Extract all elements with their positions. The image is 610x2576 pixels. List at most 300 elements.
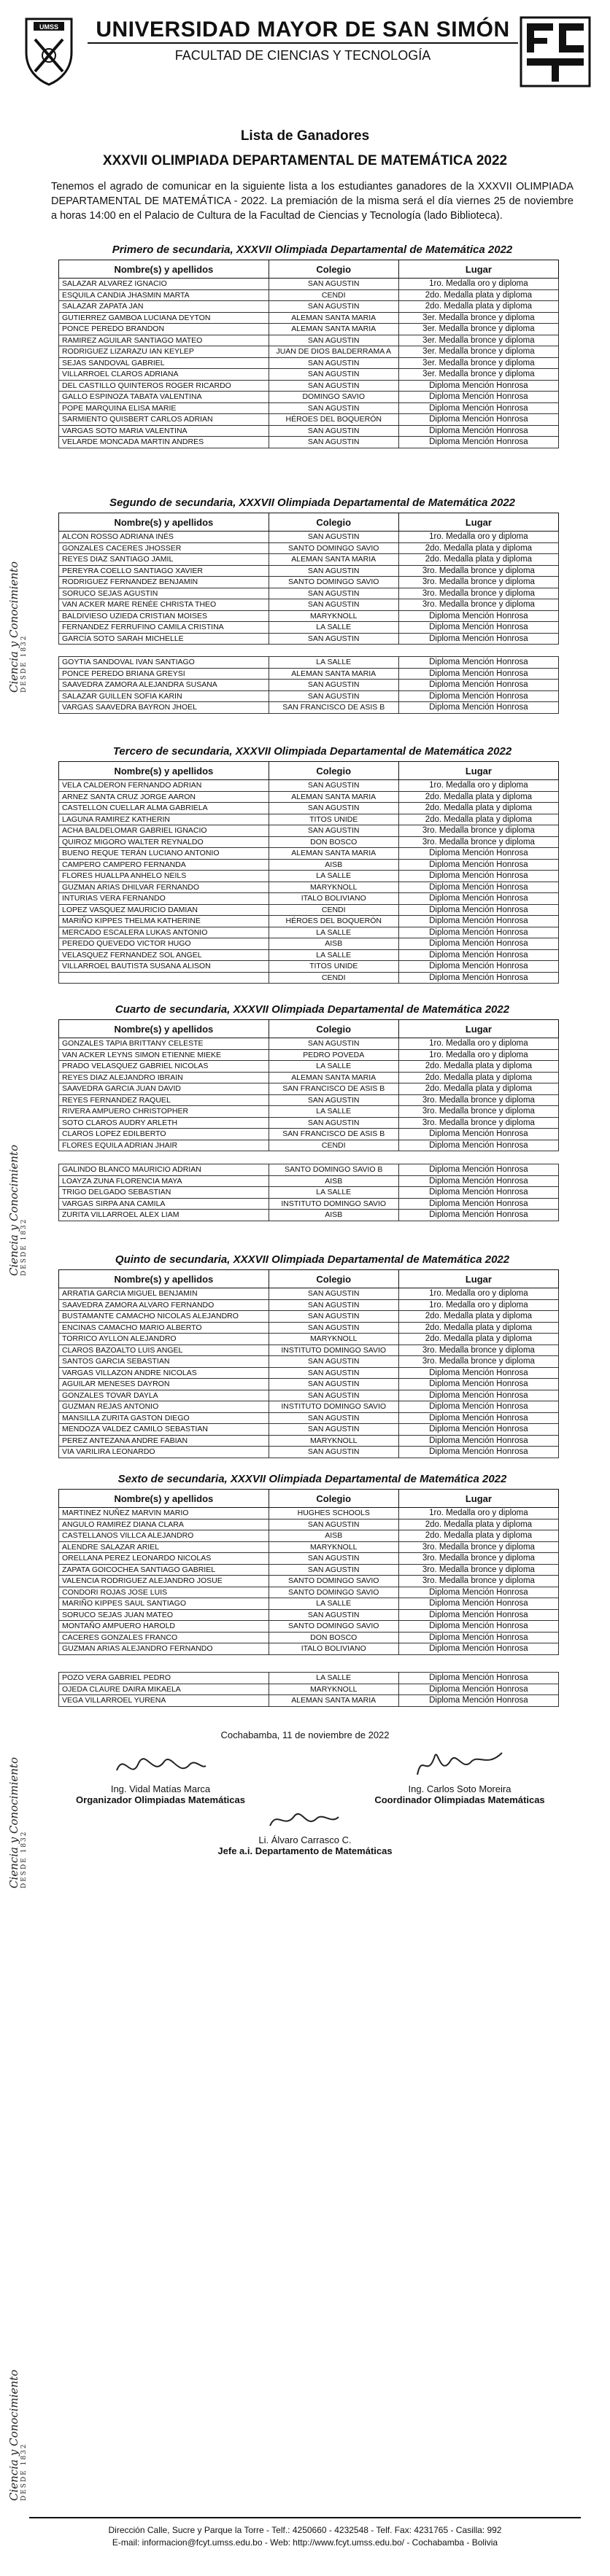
table-row	[59, 961, 559, 973]
place-cell: 2do. Medalla plata y diploma	[398, 542, 558, 554]
signature-block-2	[350, 1783, 569, 1805]
student-name-cell: VILLARROEL CLAROS ADRIANA	[59, 369, 269, 381]
school-cell: SAN AGUSTIN	[269, 1519, 398, 1530]
school-cell: HUGHES SCHOOLS	[269, 1508, 398, 1519]
table-row	[59, 588, 559, 599]
place-cell: Diploma Mención Honrosa	[398, 904, 558, 916]
place-cell: Diploma Mención Honrosa	[398, 1198, 558, 1210]
student-name-cell: CONDORI ROJAS JOSE LUIS	[59, 1587, 269, 1598]
place-cell: 3ro. Medalla bronce y diploma	[398, 1094, 558, 1106]
student-name-cell: VARGAS SOTO MARIA VALENTINA	[59, 425, 269, 437]
student-name-cell: SAAVEDRA GARCIA JUAN DAVID	[59, 1083, 269, 1095]
header-school: Colegio	[269, 260, 398, 279]
section-title-cuarto: Cuarto de secundaria, XXXVII Olimpiada Departamental de Matemática 2022	[115, 1003, 510, 1016]
school-cell: ALEMAN SANTA MARIA	[269, 668, 398, 680]
winners-table-primero	[58, 260, 559, 448]
student-name-cell: GUZMAN ARIAS ALEJANDRO FERNANDO	[59, 1643, 269, 1655]
student-name-cell: DEL CASTILLO QUINTEROS ROGER RICARDO	[59, 380, 269, 392]
table-row	[59, 848, 559, 860]
table-row	[59, 780, 559, 792]
student-name-cell: LOPEZ VASQUEZ MAURICIO DAMIAN	[59, 904, 269, 916]
school-cell: SAN AGUSTIN	[269, 680, 398, 691]
table-row	[59, 1322, 559, 1334]
school-cell: TITOS UNIDE	[269, 814, 398, 825]
school-cell: ALEMAN SANTA MARIA	[269, 1072, 398, 1083]
student-name-cell: LOAYZA ZUNA FLORENCIA MAYA	[59, 1175, 269, 1187]
school-cell: SAN AGUSTIN	[269, 565, 398, 577]
table-row	[59, 949, 559, 961]
student-name-cell: SARMIENTO QUISBERT CARLOS ADRIAN	[59, 414, 269, 426]
place-cell: 3er. Medalla bronce y diploma	[398, 369, 558, 381]
table-row	[59, 324, 559, 335]
place-cell: Diploma Mención Honrosa	[398, 893, 558, 905]
header-place: Lugar	[398, 1490, 558, 1508]
school-cell: MARYKNOLL	[269, 610, 398, 622]
student-name-cell: GUZMAN REJAS ANTONIO	[59, 1401, 269, 1413]
header-name: Nombre(s) y apellidos	[59, 1270, 269, 1288]
school-cell: SAN AGUSTIN	[269, 1356, 398, 1368]
student-name-cell: SAAVEDRA ZAMORA ALEJANDRA SUSANA	[59, 680, 269, 691]
school-cell: SAN AGUSTIN	[269, 357, 398, 369]
student-name-cell: VARGAS VILLAZON ANDRE NICOLAS	[59, 1367, 269, 1379]
table-row	[59, 542, 559, 554]
student-name-cell: VARGAS SAAVEDRA BAYRON JHOEL	[59, 702, 269, 714]
student-name-cell: CLAROS LOPEZ EDILBERTO	[59, 1129, 269, 1140]
place-cell: 3er. Medalla bronce y diploma	[398, 357, 558, 369]
table-row	[59, 927, 559, 938]
place-cell: 3ro. Medalla bronce y diploma	[398, 1106, 558, 1118]
school-cell: SANTO DOMINGO SAVIO	[269, 1621, 398, 1633]
student-name-cell: GOYTIA SANDOVAL IVAN SANTIAGO	[59, 657, 269, 669]
student-name-cell: BALDIVIESO UZIEDA CRISTIAN MOISES	[59, 610, 269, 622]
school-cell: SANTO DOMINGO SAVIO	[269, 1576, 398, 1587]
place-cell: Diploma Mención Honrosa	[398, 1424, 558, 1436]
table-row	[59, 622, 559, 634]
school-cell: SAN AGUSTIN	[269, 1038, 398, 1050]
table-row	[59, 610, 559, 622]
school-cell: SAN AGUSTIN	[269, 1379, 398, 1390]
student-name-cell: PEREYRA COELLO SANTIAGO XAVIER	[59, 565, 269, 577]
school-cell: LA SALLE	[269, 949, 398, 961]
student-name-cell: VALENCIA RODRIGUEZ ALEJANDRO JOSUE	[59, 1576, 269, 1587]
place-cell: Diploma Mención Honrosa	[398, 1587, 558, 1598]
place-cell: Diploma Mención Honrosa	[398, 882, 558, 893]
student-name-cell: RODRIGUEZ FERNANDEZ BENJAMIN	[59, 577, 269, 588]
city-date: Cochabamba, 11 de noviembre de 2022	[220, 1729, 390, 1740]
place-cell: Diploma Mención Honrosa	[398, 702, 558, 714]
student-name-cell: GALINDO BLANCO MAURICIO ADRIAN	[59, 1164, 269, 1176]
student-name-cell: SALAZAR GUILLEN SOFIA KARIN	[59, 690, 269, 702]
student-name-cell: OJEDA CLAURE DAIRA MIKAELA	[59, 1684, 269, 1695]
table-row	[59, 1609, 559, 1621]
header-place: Lugar	[398, 260, 558, 279]
student-name-cell: GARCÍA SOTO SARAH MICHELLE	[59, 633, 269, 645]
student-name-cell: SOTO CLAROS AUDRY ARLETH	[59, 1117, 269, 1129]
place-cell: Diploma Mención Honrosa	[398, 1632, 558, 1643]
student-name-cell: PEREDO QUEVEDO VICTOR HUGO	[59, 938, 269, 950]
place-cell: 3ro. Medalla bronce y diploma	[398, 588, 558, 599]
school-cell: CENDI	[269, 1140, 398, 1151]
logo-text: UMSS	[39, 23, 59, 31]
section-title-sexto: Sexto de secundaria, XXXVII Olimpiada Departamental de Matemática 2022	[117, 1473, 507, 1485]
student-name-cell: REYES FERNANDEZ RAQUEL	[59, 1094, 269, 1106]
table-row	[59, 289, 559, 301]
place-cell: 2do. Medalla plata y diploma	[398, 1519, 558, 1530]
student-name-cell: GUTIERREZ GAMBOA LUCIANA DEYTON	[59, 312, 269, 324]
student-name-cell: ORELLANA PEREZ LEONARDO NICOLAS	[59, 1553, 269, 1565]
place-cell: Diploma Mención Honrosa	[398, 425, 558, 437]
table-row	[59, 836, 559, 848]
student-name-cell: VEGA VILLARROEL YURENA	[59, 1695, 269, 1707]
school-cell: INSTITUTO DOMINGO SAVIO	[269, 1401, 398, 1413]
place-cell: Diploma Mención Honrosa	[398, 1695, 558, 1707]
student-name-cell: GALLO ESPINOZA TABATA VALENTINA	[59, 392, 269, 403]
student-name-cell: VARGAS SIRPA ANA CAMILA	[59, 1198, 269, 1210]
school-cell: SAN FRANCISCO DE ASIS B	[269, 1083, 398, 1095]
school-cell: SAN AGUSTIN	[269, 425, 398, 437]
student-name-cell: CACERES GONZALES FRANCO	[59, 1632, 269, 1643]
school-cell: SAN AGUSTIN	[269, 437, 398, 448]
student-name-cell: CASTELLANOS VILLCA ALEJANDRO	[59, 1530, 269, 1542]
place-cell: 3ro. Medalla bronce y diploma	[398, 577, 558, 588]
place-cell: 3ro. Medalla bronce y diploma	[398, 1117, 558, 1129]
place-cell: 1ro. Medalla oro y diploma	[398, 1288, 558, 1300]
header-divider	[88, 42, 518, 44]
place-cell: Diploma Mención Honrosa	[398, 690, 558, 702]
table-row	[59, 1435, 559, 1447]
school-cell: MARYKNOLL	[269, 1334, 398, 1345]
student-name-cell: TORRICO AYLLON ALEJANDRO	[59, 1334, 269, 1345]
student-name-cell: MENDOZA VALDEZ CAMILO SEBASTIAN	[59, 1424, 269, 1436]
intro-paragraph: Tenemos el agrado de comunicar en la siguiente lista a los estudiantes ganadores de la XXXVII OLIMPIADA DEPARTAMENTAL DE MATEMÁTICA - 2022. La premiación de la misma será el día viernes 25 de noviembre a horas 14:00 en el Palacio de Cultura de la Facultad de Ciencias y Tecnología (lado Biblioteca).	[51, 181, 574, 222]
signer-name: Ing. Carlos Soto Moreira	[408, 1783, 511, 1794]
olympiad-title: XXXVII OLIMPIADA DEPARTAMENTAL DE MATEMÁTICA 2022	[102, 153, 508, 168]
student-name-cell: VELARDE MONCADA MARTIN ANDRES	[59, 437, 269, 448]
student-name-cell: ARNEZ SANTA CRUZ JORGE AARON	[59, 791, 269, 803]
school-cell: CENDI	[269, 904, 398, 916]
table-row	[59, 1530, 559, 1542]
student-name-cell: GONZALES CACERES JHOSSER	[59, 542, 269, 554]
table-row	[59, 1094, 559, 1106]
table-row	[59, 1379, 559, 1390]
place-cell: Diploma Mención Honrosa	[398, 1447, 558, 1458]
place-cell: Diploma Mención Honrosa	[398, 1643, 558, 1655]
school-cell: LA SALLE	[269, 1061, 398, 1073]
school-cell: SAN AGUSTIN	[269, 599, 398, 611]
school-cell: ALEMAN SANTA MARIA	[269, 1695, 398, 1707]
table-row	[59, 938, 559, 950]
section-title-tercero: Tercero de secundaria, XXXVII Olimpiada Departamental de Matemática 2022	[112, 745, 512, 758]
school-cell: SAN AGUSTIN	[269, 1311, 398, 1323]
place-cell: 1ro. Medalla oro y diploma	[398, 532, 558, 543]
place-cell: Diploma Mención Honrosa	[398, 1684, 558, 1695]
student-name-cell: VILLARROEL BAUTISTA SUSANA ALISON	[59, 961, 269, 973]
school-cell: TITOS UNIDE	[269, 961, 398, 973]
table-row	[59, 346, 559, 358]
faculty-name: FACULTAD DE CIENCIAS Y TECNOLOGÍA	[174, 48, 431, 63]
student-name-cell: ANGULO RAMIREZ DIANA CLARA	[59, 1519, 269, 1530]
place-cell: Diploma Mención Honrosa	[398, 680, 558, 691]
student-name-cell: PONCE PEREDO BRANDON	[59, 324, 269, 335]
letterhead	[0, 0, 610, 109]
place-cell: Diploma Mención Honrosa	[398, 668, 558, 680]
table-row	[59, 1038, 559, 1050]
school-cell: MARYKNOLL	[269, 1541, 398, 1553]
table-row	[59, 668, 559, 680]
place-cell: Diploma Mención Honrosa	[398, 437, 558, 448]
side-motto: Ciencia y Conocimiento DESDE 1832	[7, 1757, 28, 1888]
signature-scribble-3	[263, 1805, 343, 1834]
school-cell: ALEMAN SANTA MARIA	[269, 791, 398, 803]
school-cell: SAN AGUSTIN	[269, 690, 398, 702]
side-motto: Ciencia y Conocimiento DESDE 1832	[7, 2370, 28, 2501]
side-motto: Ciencia y Conocimiento DESDE 1832	[7, 1145, 28, 1276]
school-cell: SAN FRANCISCO DE ASIS B	[269, 1129, 398, 1140]
place-cell: 3ro. Medalla bronce y diploma	[398, 1345, 558, 1356]
table-row	[59, 425, 559, 437]
table-row	[59, 301, 559, 313]
signer-name: Ing. Vidal Matías Marca	[110, 1783, 211, 1794]
place-cell: 2do. Medalla plata y diploma	[398, 791, 558, 803]
table-row	[59, 1508, 559, 1519]
header-school: Colegio	[269, 1270, 398, 1288]
school-cell: SANTO DOMINGO SAVIO	[269, 542, 398, 554]
school-cell: ITALO BOLIVIANO	[269, 1643, 398, 1655]
header-place: Lugar	[398, 513, 558, 532]
school-cell: SAN AGUSTIN	[269, 1609, 398, 1621]
school-cell: ALEMAN SANTA MARIA	[269, 324, 398, 335]
school-cell: SAN AGUSTIN	[269, 780, 398, 792]
place-cell: Diploma Mención Honrosa	[398, 1175, 558, 1187]
school-cell: SAN AGUSTIN	[269, 1424, 398, 1436]
place-cell: 3er. Medalla bronce y diploma	[398, 324, 558, 335]
place-cell: 3ro. Medalla bronce y diploma	[398, 1553, 558, 1565]
winners-table-quinto	[58, 1269, 559, 1458]
school-cell: SAN FRANCISCO DE ASIS B	[269, 702, 398, 714]
student-name-cell: CASTELLON CUELLAR ALMA GABRIELA	[59, 803, 269, 814]
student-name-cell: SAAVEDRA ZAMORA ALVARO FERNANDO	[59, 1299, 269, 1311]
table-row	[59, 1140, 559, 1151]
place-cell: Diploma Mención Honrosa	[398, 916, 558, 927]
school-cell: SAN AGUSTIN	[269, 1447, 398, 1458]
table-row	[59, 1049, 559, 1061]
place-cell: 3ro. Medalla bronce y diploma	[398, 1564, 558, 1576]
place-cell: Diploma Mención Honrosa	[398, 938, 558, 950]
place-cell: 2do. Medalla plata y diploma	[398, 803, 558, 814]
place-cell: 3er. Medalla bronce y diploma	[398, 312, 558, 324]
school-cell: ALEMAN SANTA MARIA	[269, 312, 398, 324]
school-cell: CENDI	[269, 289, 398, 301]
table-row	[59, 859, 559, 871]
place-cell: Diploma Mención Honrosa	[398, 633, 558, 645]
student-name-cell: AGUILAR MENESES DAYRON	[59, 1379, 269, 1390]
signature-scribble-2	[409, 1746, 511, 1785]
place-cell: Diploma Mención Honrosa	[398, 859, 558, 871]
place-cell: 3ro. Medalla bronce y diploma	[398, 836, 558, 848]
place-cell: 2do. Medalla plata y diploma	[398, 289, 558, 301]
student-name-cell: MONTAÑO AMPUERO HAROLD	[59, 1621, 269, 1633]
place-cell: Diploma Mención Honrosa	[398, 1379, 558, 1390]
student-name-cell: ALCON ROSSO ADRIANA INÉS	[59, 532, 269, 543]
footer-divider	[29, 2517, 581, 2518]
place-cell: 1ro. Medalla oro y diploma	[398, 1049, 558, 1061]
table-row	[59, 1684, 559, 1695]
student-name-cell: PONCE PEREDO BRIANA GREYSI	[59, 668, 269, 680]
signature-scribble-1	[109, 1748, 212, 1785]
place-cell: Diploma Mención Honrosa	[398, 1609, 558, 1621]
place-cell: 3ro. Medalla bronce y diploma	[398, 825, 558, 837]
student-name-cell: TRIGO DELGADO SEBASTIAN	[59, 1187, 269, 1199]
student-name-cell: REYES DIAZ SANTIAGO JAMIL	[59, 554, 269, 566]
table-row	[59, 1299, 559, 1311]
school-cell: SAN AGUSTIN	[269, 633, 398, 645]
place-cell: Diploma Mención Honrosa	[398, 657, 558, 669]
signature-block-1	[51, 1783, 270, 1805]
winners-table-sexto	[58, 1489, 559, 1655]
place-cell: Diploma Mención Honrosa	[398, 380, 558, 392]
school-cell: DOMINGO SAVIO	[269, 392, 398, 403]
student-name-cell: ENCINAS CAMACHO MARIO ALBERTO	[59, 1322, 269, 1334]
table-row	[59, 803, 559, 814]
header-name: Nombre(s) y apellidos	[59, 260, 269, 279]
signer-role: Jefe a.i. Departamento de Matemáticas	[217, 1845, 393, 1856]
place-cell: Diploma Mención Honrosa	[398, 972, 558, 984]
place-cell: Diploma Mención Honrosa	[398, 622, 558, 634]
table-row	[59, 1598, 559, 1610]
place-cell: 2do. Medalla plata y diploma	[398, 1061, 558, 1073]
student-name-cell: BUSTAMANTE CAMACHO NICOLAS ALEJANDRO	[59, 1311, 269, 1323]
table-row	[59, 893, 559, 905]
table-row	[59, 599, 559, 611]
school-cell: SAN AGUSTIN	[269, 803, 398, 814]
place-cell: 2do. Medalla plata y diploma	[398, 1072, 558, 1083]
place-cell: 2do. Medalla plata y diploma	[398, 1322, 558, 1334]
table-row	[59, 554, 559, 566]
school-cell: SAN AGUSTIN	[269, 402, 398, 414]
section-title-quinto: Quinto de secundaria, XXXVII Olimpiada Departamental de Matemática 2022	[115, 1253, 510, 1266]
table-row	[59, 791, 559, 803]
signature-block-3	[196, 1834, 414, 1856]
document-title: Lista de Ganadores	[240, 128, 370, 144]
table-row	[59, 1210, 559, 1221]
section-title-segundo: Segundo de secundaria, XXXVII Olimpiada Departamental de Matemática 2022	[109, 497, 516, 509]
place-cell: Diploma Mención Honrosa	[398, 1435, 558, 1447]
student-name-cell: MARIÑO KIPPES THELMA KATHERINE	[59, 916, 269, 927]
place-cell: Diploma Mención Honrosa	[398, 392, 558, 403]
table-row	[59, 1311, 559, 1323]
school-cell: SAN AGUSTIN	[269, 1564, 398, 1576]
side-motto: Ciencia y Conocimiento DESDE 1832	[7, 561, 28, 693]
table-row	[59, 380, 559, 392]
school-cell: SAN AGUSTIN	[269, 380, 398, 392]
school-cell: LA SALLE	[269, 927, 398, 938]
header-place: Lugar	[398, 762, 558, 780]
umss-shield-logo	[20, 15, 77, 87]
student-name-cell: RIVERA AMPUERO CHRISTOPHER	[59, 1106, 269, 1118]
place-cell: 3ro. Medalla bronce y diploma	[398, 1356, 558, 1368]
table-row	[59, 1083, 559, 1095]
table-row	[59, 702, 559, 714]
winners-table-segundo-extra	[58, 656, 559, 714]
student-name-cell: MARIÑO KIPPES SAUL SANTIAGO	[59, 1598, 269, 1610]
student-name-cell: ZURITA VILLARROEL ALEX LIAM	[59, 1210, 269, 1221]
student-name-cell: REYES DIAZ ALEJANDRO IBRAIN	[59, 1072, 269, 1083]
table-row	[59, 680, 559, 691]
place-cell: 2do. Medalla plata y diploma	[398, 301, 558, 313]
winners-table-tercero	[58, 761, 559, 984]
header-name: Nombre(s) y apellidos	[59, 1020, 269, 1038]
student-name-cell: SANTOS GARCIA SEBASTIAN	[59, 1356, 269, 1368]
winners-table-cuarto	[58, 1019, 559, 1151]
table-row	[59, 1334, 559, 1345]
student-name-cell: INTURIAS VERA FERNANDO	[59, 893, 269, 905]
table-row	[59, 1632, 559, 1643]
table-row	[59, 882, 559, 893]
place-cell: 3ro. Medalla bronce y diploma	[398, 565, 558, 577]
table-row	[59, 414, 559, 426]
header-place: Lugar	[398, 1020, 558, 1038]
table-row	[59, 1164, 559, 1176]
place-cell: Diploma Mención Honrosa	[398, 414, 558, 426]
student-name-cell: FLORES EQUILA ADRIAN JHAIR	[59, 1140, 269, 1151]
school-cell: LA SALLE	[269, 1598, 398, 1610]
student-name-cell: SORUCO SEJAS AGUSTIN	[59, 588, 269, 599]
table-row	[59, 1541, 559, 1553]
table-row	[59, 814, 559, 825]
school-cell: SAN AGUSTIN	[269, 532, 398, 543]
table-row	[59, 871, 559, 882]
table-row	[59, 402, 559, 414]
student-name-cell: ARRATIA GARCIA MIGUEL BENJAMIN	[59, 1288, 269, 1300]
student-name-cell: RODRIGUEZ LIZARAZU IAN KEYLEP	[59, 346, 269, 358]
place-cell: Diploma Mención Honrosa	[398, 961, 558, 973]
student-name-cell: MARTINEZ NUÑEZ MARVIN MARIO	[59, 1508, 269, 1519]
student-name-cell: ACHA BALDELOMAR GABRIEL IGNACIO	[59, 825, 269, 837]
place-cell: 3er. Medalla bronce y diploma	[398, 335, 558, 346]
signer-role: Coordinador Olimpiadas Matemáticas	[374, 1794, 545, 1805]
header-school: Colegio	[269, 762, 398, 780]
student-name-cell: VAN ACKER LEYNS SIMON ETIENNE MIEKE	[59, 1049, 269, 1061]
place-cell: Diploma Mención Honrosa	[398, 1621, 558, 1633]
header-name: Nombre(s) y apellidos	[59, 762, 269, 780]
table-row	[59, 825, 559, 837]
student-name-cell: ZAPATA GOICOCHEA SANTIAGO GABRIEL	[59, 1564, 269, 1576]
table-row	[59, 335, 559, 346]
school-cell: SAN AGUSTIN	[269, 369, 398, 381]
table-row	[59, 1424, 559, 1436]
student-name-cell: GONZALES TAPIA BRITTANY CELESTE	[59, 1038, 269, 1050]
place-cell: 2do. Medalla plata y diploma	[398, 1530, 558, 1542]
student-name-cell: VELA CALDERON FERNANDO ADRIAN	[59, 780, 269, 792]
place-cell: Diploma Mención Honrosa	[398, 1187, 558, 1199]
table-row	[59, 279, 559, 290]
student-name-cell: GUZMAN ARIAS DHILVAR FERNANDO	[59, 882, 269, 893]
header-school: Colegio	[269, 513, 398, 532]
footer	[0, 2524, 610, 2549]
header-school: Colegio	[269, 1020, 398, 1038]
place-cell: 2do. Medalla plata y diploma	[398, 814, 558, 825]
school-cell: LA SALLE	[269, 622, 398, 634]
student-name-cell: FERNANDEZ FERRUFINO CAMILA CRISTINA	[59, 622, 269, 634]
table-row	[59, 1175, 559, 1187]
student-name-cell: GONZALES TOVAR DAYLA	[59, 1390, 269, 1401]
table-row	[59, 437, 559, 448]
place-cell: Diploma Mención Honrosa	[398, 1367, 558, 1379]
table-row	[59, 633, 559, 645]
school-cell: SAN AGUSTIN	[269, 1553, 398, 1565]
school-cell: SAN AGUSTIN	[269, 1367, 398, 1379]
header-name: Nombre(s) y apellidos	[59, 513, 269, 532]
